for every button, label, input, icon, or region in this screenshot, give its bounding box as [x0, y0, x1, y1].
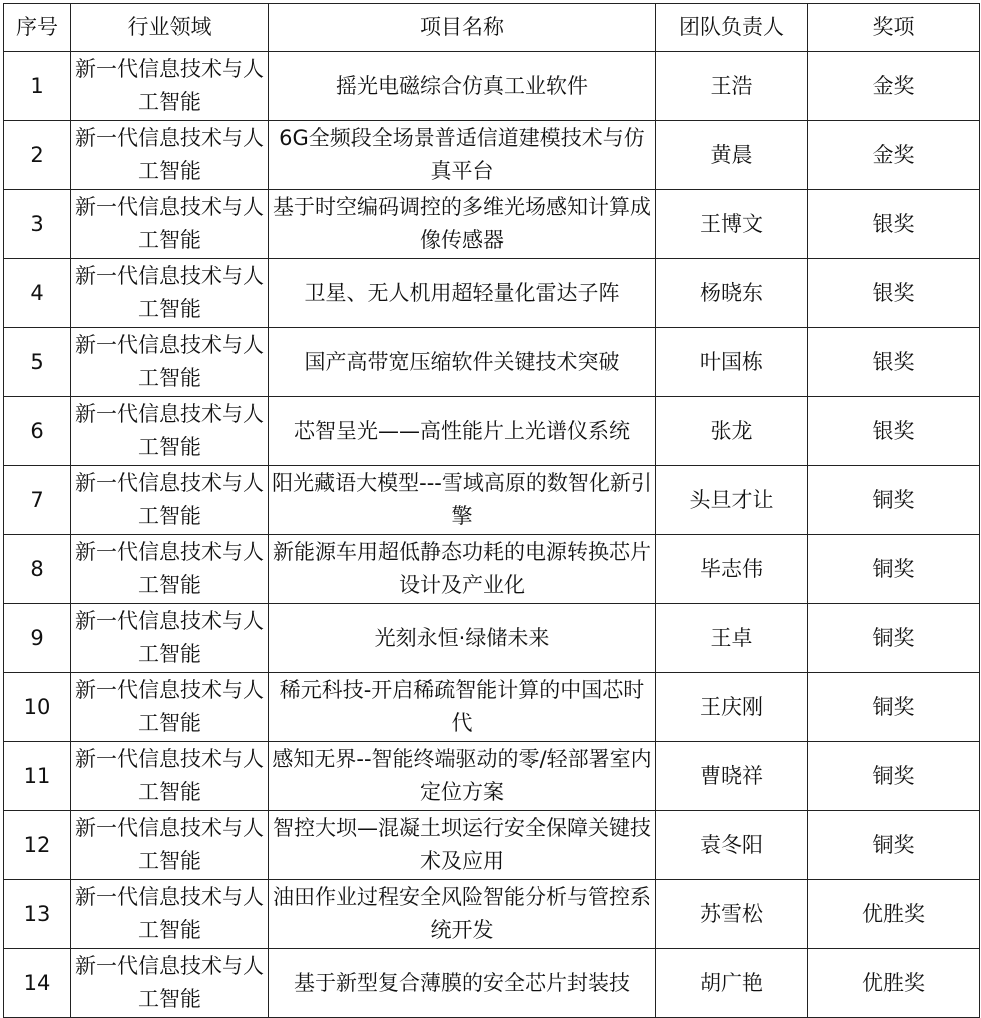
cell-team-leader: 杨晓东 [656, 259, 808, 328]
table-row [4, 466, 980, 535]
cell-serial-number: 7 [4, 466, 71, 535]
cell-industry-field: 新一代信息技术与人工智能 [71, 466, 269, 535]
header-industry-field: 行业领域 [71, 4, 269, 52]
cell-award: 铜奖 [808, 466, 980, 535]
cell-project-name: 智控大坝—混凝土坝运行安全保障关键技术及应用 [269, 811, 656, 880]
cell-team-leader: 黄晨 [656, 121, 808, 190]
cell-team-leader: 王卓 [656, 604, 808, 673]
cell-industry-field: 新一代信息技术与人工智能 [71, 535, 269, 604]
table-row [4, 811, 980, 880]
header-project-name: 项目名称 [269, 4, 656, 52]
cell-award: 优胜奖 [808, 949, 980, 1018]
cell-award: 优胜奖 [808, 880, 980, 949]
header-award: 奖项 [808, 4, 980, 52]
cell-project-name: 感知无界--智能终端驱动的零/轻部署室内定位方案 [269, 742, 656, 811]
cell-team-leader: 王浩 [656, 52, 808, 121]
cell-team-leader: 头旦才让 [656, 466, 808, 535]
awards-table [3, 3, 980, 1018]
cell-project-name: 阳光藏语大模型---雪域高原的数智化新引擎 [269, 466, 656, 535]
cell-team-leader: 胡广艳 [656, 949, 808, 1018]
cell-serial-number: 1 [4, 52, 71, 121]
cell-award: 铜奖 [808, 673, 980, 742]
cell-award: 铜奖 [808, 742, 980, 811]
cell-industry-field: 新一代信息技术与人工智能 [71, 880, 269, 949]
cell-project-name: 稀元科技-开启稀疏智能计算的中国芯时代 [269, 673, 656, 742]
cell-award: 银奖 [808, 397, 980, 466]
cell-project-name: 新能源车用超低静态功耗的电源转换芯片设计及产业化 [269, 535, 656, 604]
cell-industry-field: 新一代信息技术与人工智能 [71, 949, 269, 1018]
table-row [4, 742, 980, 811]
cell-team-leader: 毕志伟 [656, 535, 808, 604]
cell-serial-number: 3 [4, 190, 71, 259]
cell-project-name: 6G全频段全场景普适信道建模技术与仿真平台 [269, 121, 656, 190]
header-team-leader: 团队负责人 [656, 4, 808, 52]
cell-serial-number: 9 [4, 604, 71, 673]
cell-industry-field: 新一代信息技术与人工智能 [71, 811, 269, 880]
cell-project-name: 基于新型复合薄膜的安全芯片封装技 [269, 949, 656, 1018]
cell-team-leader: 王庆刚 [656, 673, 808, 742]
table-row [4, 604, 980, 673]
header-serial-number: 序号 [4, 4, 71, 52]
cell-serial-number: 14 [4, 949, 71, 1018]
cell-award: 铜奖 [808, 811, 980, 880]
table-row [4, 949, 980, 1018]
table-body [4, 52, 980, 1018]
cell-team-leader: 王博文 [656, 190, 808, 259]
cell-industry-field: 新一代信息技术与人工智能 [71, 328, 269, 397]
cell-team-leader: 袁冬阳 [656, 811, 808, 880]
cell-project-name: 国产高带宽压缩软件关键技术突破 [269, 328, 656, 397]
table-row [4, 190, 980, 259]
cell-project-name: 卫星、无人机用超轻量化雷达子阵 [269, 259, 656, 328]
cell-team-leader: 张龙 [656, 397, 808, 466]
cell-project-name: 摇光电磁综合仿真工业软件 [269, 52, 656, 121]
cell-serial-number: 11 [4, 742, 71, 811]
table-row [4, 52, 980, 121]
cell-industry-field: 新一代信息技术与人工智能 [71, 52, 269, 121]
cell-industry-field: 新一代信息技术与人工智能 [71, 190, 269, 259]
cell-award: 银奖 [808, 328, 980, 397]
table-row [4, 673, 980, 742]
cell-industry-field: 新一代信息技术与人工智能 [71, 673, 269, 742]
cell-serial-number: 6 [4, 397, 71, 466]
cell-serial-number: 12 [4, 811, 71, 880]
table-row [4, 397, 980, 466]
table-row [4, 535, 980, 604]
cell-industry-field: 新一代信息技术与人工智能 [71, 259, 269, 328]
table-header-row [4, 4, 980, 52]
cell-serial-number: 10 [4, 673, 71, 742]
cell-serial-number: 2 [4, 121, 71, 190]
table-row [4, 121, 980, 190]
cell-award: 金奖 [808, 52, 980, 121]
cell-project-name: 光刻永恒·绿储未来 [269, 604, 656, 673]
cell-industry-field: 新一代信息技术与人工智能 [71, 604, 269, 673]
cell-award: 银奖 [808, 259, 980, 328]
cell-award: 铜奖 [808, 604, 980, 673]
cell-serial-number: 5 [4, 328, 71, 397]
cell-serial-number: 4 [4, 259, 71, 328]
cell-team-leader: 曹晓祥 [656, 742, 808, 811]
cell-industry-field: 新一代信息技术与人工智能 [71, 121, 269, 190]
cell-project-name: 芯智呈光——高性能片上光谱仪系统 [269, 397, 656, 466]
cell-award: 银奖 [808, 190, 980, 259]
cell-industry-field: 新一代信息技术与人工智能 [71, 397, 269, 466]
table-row [4, 328, 980, 397]
cell-team-leader: 苏雪松 [656, 880, 808, 949]
table-row [4, 259, 980, 328]
cell-award: 金奖 [808, 121, 980, 190]
cell-award: 铜奖 [808, 535, 980, 604]
cell-serial-number: 13 [4, 880, 71, 949]
cell-team-leader: 叶国栋 [656, 328, 808, 397]
cell-project-name: 油田作业过程安全风险智能分析与管控系统开发 [269, 880, 656, 949]
cell-project-name: 基于时空编码调控的多维光场感知计算成像传感器 [269, 190, 656, 259]
cell-serial-number: 8 [4, 535, 71, 604]
table-row [4, 880, 980, 949]
cell-industry-field: 新一代信息技术与人工智能 [71, 742, 269, 811]
